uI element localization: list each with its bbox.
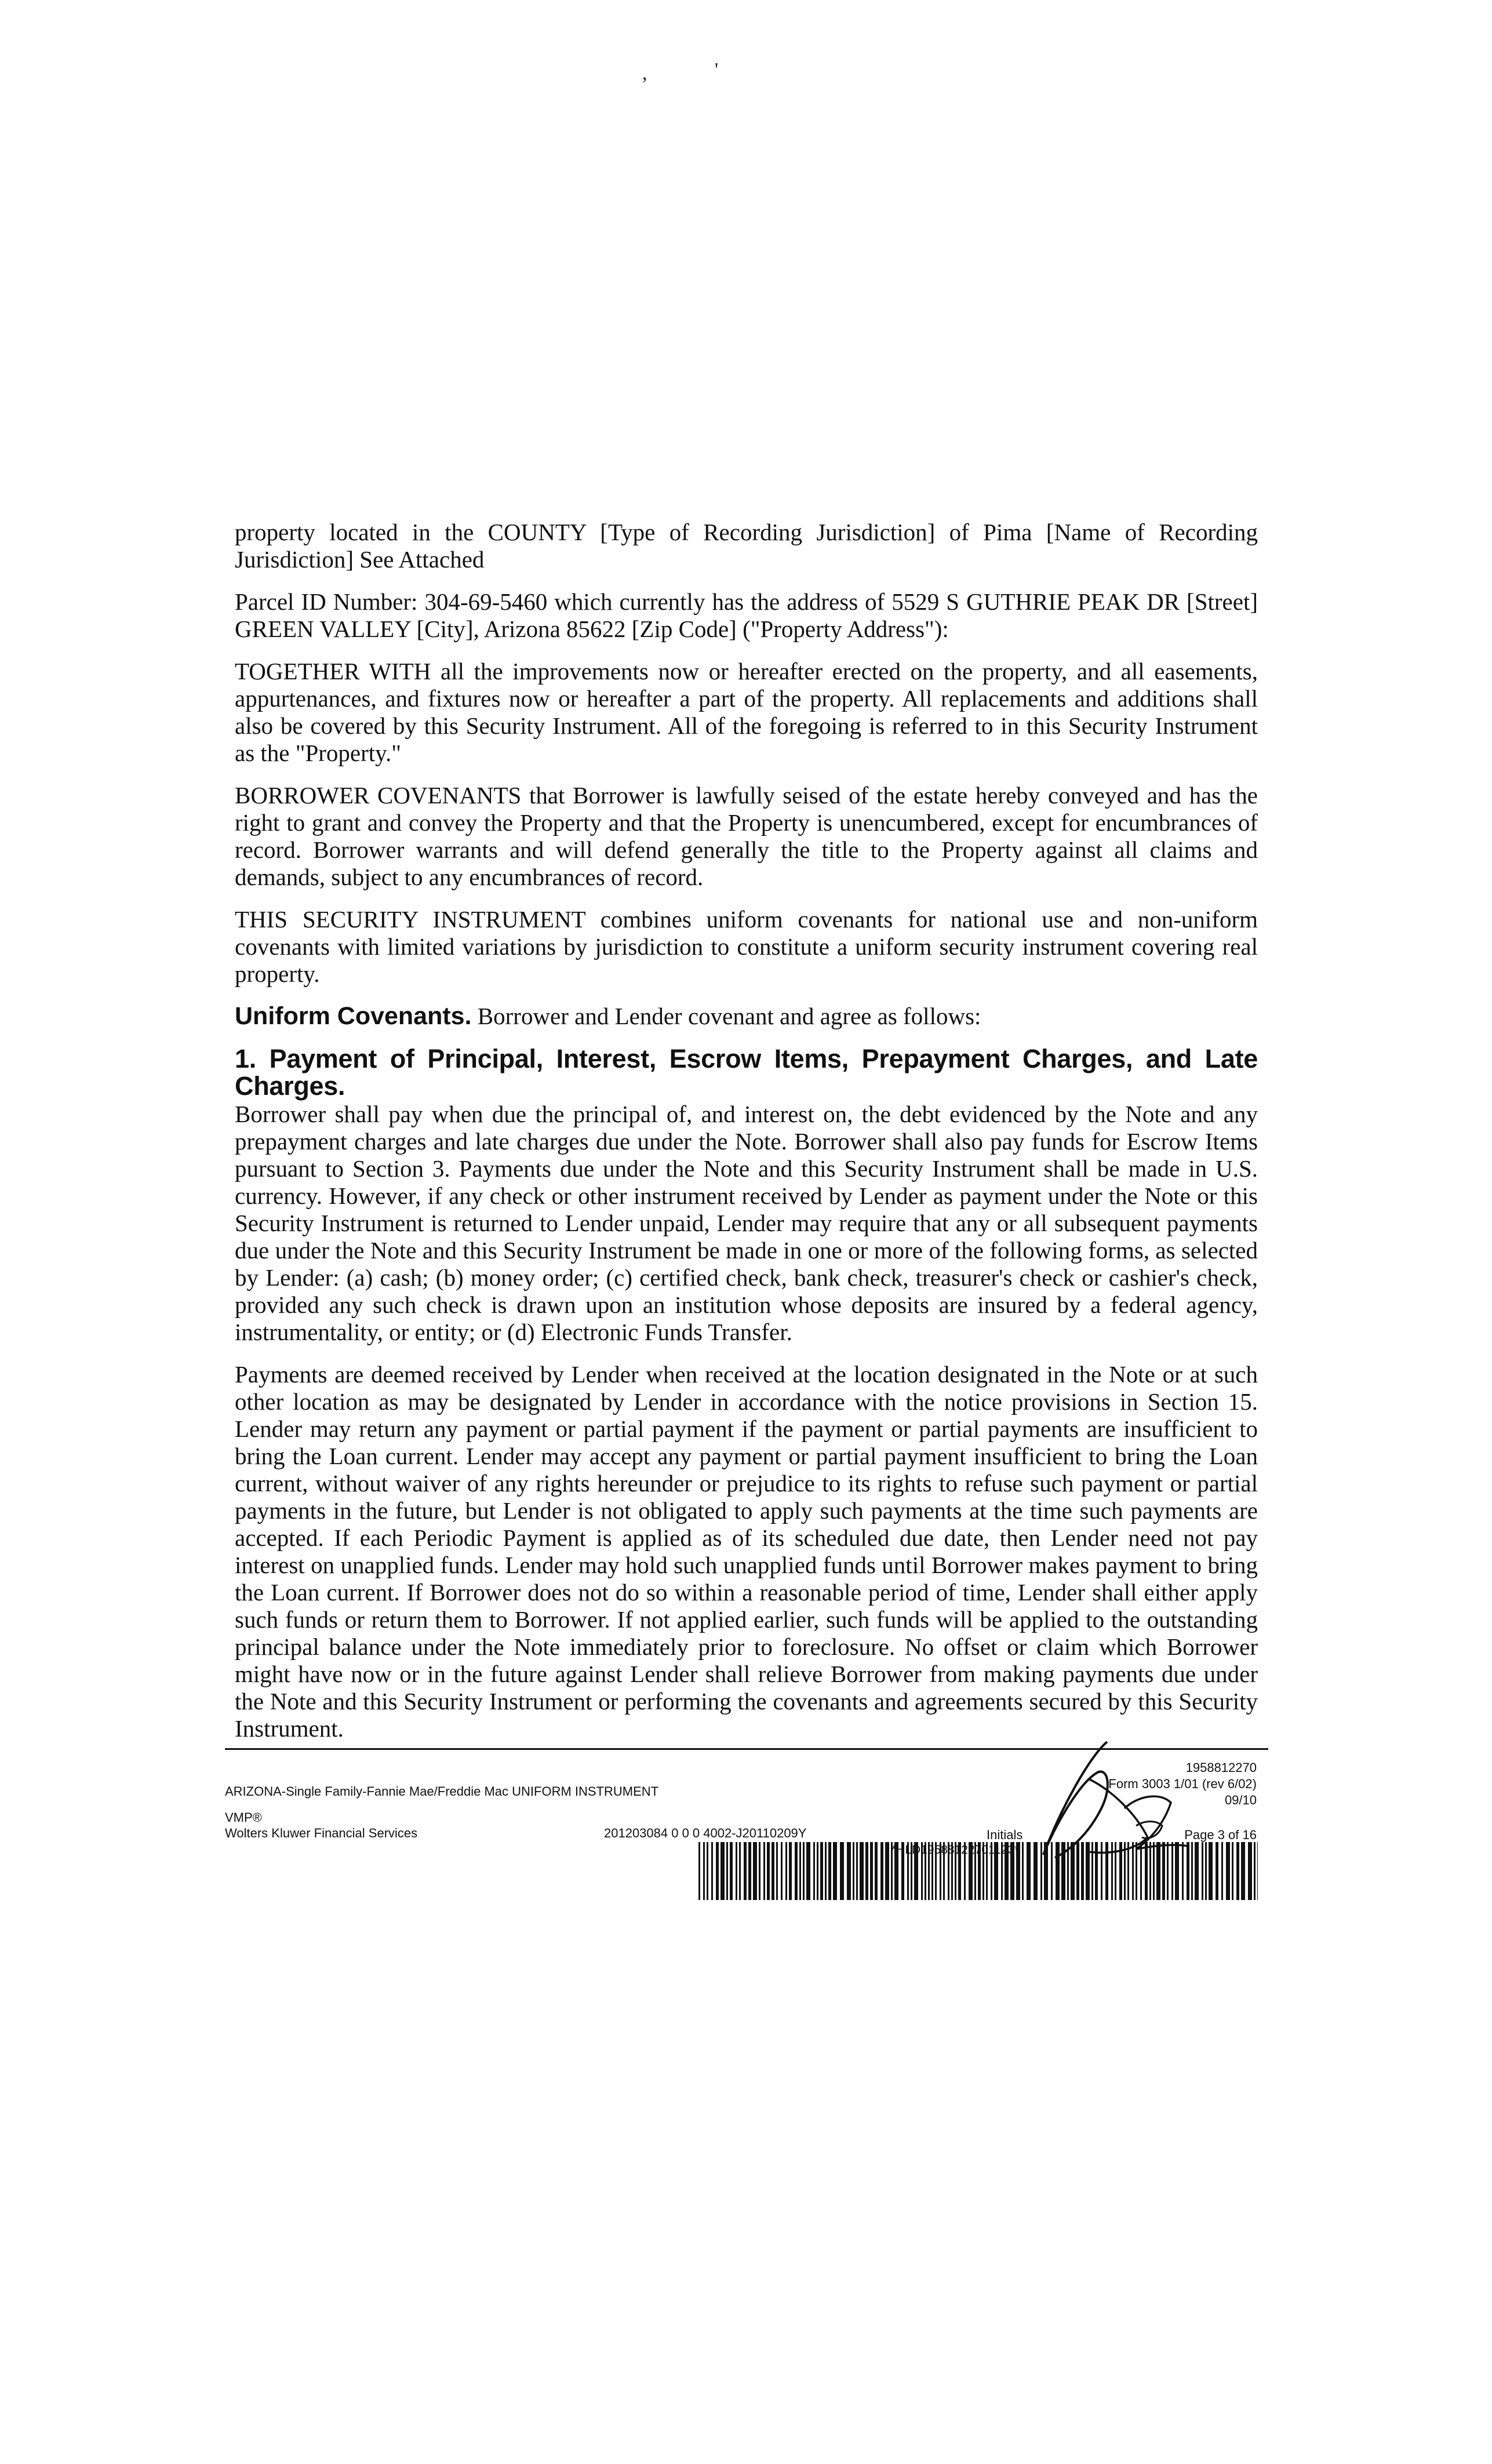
barcode-bar <box>958 1842 961 1900</box>
barcode-bar <box>1010 1842 1014 1900</box>
barcode-bar <box>856 1842 858 1900</box>
barcode-bar <box>901 1842 904 1900</box>
barcode-bar <box>1086 1842 1090 1900</box>
barcode-bar <box>813 1842 815 1900</box>
barcode-bar <box>1149 1842 1151 1900</box>
barcode-bar <box>1005 1842 1009 1900</box>
loan-number: 1958812270 <box>1185 1760 1257 1775</box>
barcode-bar <box>753 1842 757 1900</box>
section-1-title: 1. Payment of Principal, Interest, Escrow Items, Prepayment Charges, and Late Charges. <box>235 1044 1258 1101</box>
barcode-bar <box>885 1842 889 1900</box>
publisher-name: Wolters Kluwer Financial Services <box>225 1826 418 1840</box>
document-code: 201203084 0 0 0 4002-J20110209Y <box>604 1826 807 1840</box>
barcode-bar <box>880 1842 883 1900</box>
barcode-bar <box>948 1842 949 1900</box>
barcode-bar <box>870 1842 873 1900</box>
barcode-bar <box>940 1842 941 1900</box>
barcode-bar <box>964 1842 966 1900</box>
barcode-bar <box>860 1842 864 1900</box>
barcode-bar <box>817 1842 818 1900</box>
barcode-bar <box>974 1842 976 1900</box>
barcode-bar <box>1081 1842 1084 1900</box>
barcode-bar <box>1067 1842 1069 1900</box>
uniform-covenants-heading: Uniform Covenants. <box>235 1002 472 1030</box>
barcode-bar <box>1056 1842 1060 1900</box>
barcode-bar <box>1051 1842 1053 1900</box>
barcode-bar <box>931 1842 933 1900</box>
barcode-bar <box>763 1842 765 1900</box>
barcode-bar <box>853 1842 854 1900</box>
document-body <box>235 519 1258 1757</box>
form-title: ARIZONA-Single Family-Fannie Mae/Freddie Mac UNIFORM INSTRUMENT <box>225 1784 659 1799</box>
barcode-bar <box>776 1842 778 1900</box>
barcode-bar <box>799 1842 801 1900</box>
barcode-bar <box>1187 1842 1189 1900</box>
barcode-bar <box>1061 1842 1065 1900</box>
barcode-bar <box>698 1842 700 1900</box>
barcode-bar <box>982 1842 984 1900</box>
barcode-bar <box>1241 1842 1245 1900</box>
barcode-bar <box>744 1842 747 1900</box>
section-1-payments-paragraph: Payments are deemed received by Lender when received at the location designated in the Note or at such other location as may be designated by Lender in accordance with the notice provisions in Section 15. Lender may return any payment or partial payment if the payment or partial payments are insufficient to bring the Loan current. Lender may accept any payment or partial payment insufficient to bring the Loan current, without waiver of any rights hereunder or prejudice to its rights to refuse such payment or partial payments in the future, but Lender is not obligated to apply such payments at the time such payments are accepted. If each Periodic Payment is applied as of its scheduled due date, then Lender need not pay interest on unapplied funds. Lender may hold such unapplied funds until Borrower makes payment to bring the Loan current. If Borrower does not do so within a reasonable period of time, Lender shall either apply such funds or return them to Borrower. If not applied earlier, such funds will be applied to the outstanding principal balance under the Note immediately prior to foreclosure. No offset or claim which Borrower might have now or in the future against Lender shall relieve Borrower from making payments due under the Note and this Security Instrument or performing the covenants and agreements secured by this Security Instrument. <box>235 1361 1258 1742</box>
barcode-bar <box>707 1842 708 1900</box>
barcode-bar <box>1182 1842 1184 1900</box>
barcode-bar <box>720 1842 725 1900</box>
barcode-bar <box>1248 1842 1252 1900</box>
barcode-bar <box>969 1842 973 1900</box>
barcode-bar <box>1022 1842 1024 1900</box>
barcode-bar <box>1111 1842 1113 1900</box>
barcode-bar <box>1254 1842 1256 1900</box>
barcode-bar <box>781 1842 783 1900</box>
barcode-bar <box>991 1842 992 1900</box>
vmp-mark: VMP® <box>225 1810 262 1825</box>
barcode-bar <box>1076 1842 1079 1900</box>
barcode-bar <box>1226 1842 1230 1900</box>
barcode-bar <box>1140 1842 1142 1900</box>
barcode-bar <box>1236 1842 1239 1900</box>
barcode-bar <box>994 1842 998 1900</box>
barcode-bar <box>748 1842 751 1900</box>
barcode-bar <box>1040 1842 1042 1900</box>
barcode-bar <box>1191 1842 1193 1900</box>
barcode-bar <box>955 1842 956 1900</box>
form-number: Form 3003 1/01 (rev 6/02) <box>1108 1777 1257 1791</box>
barcode-bar <box>833 1842 837 1900</box>
barcode-bar <box>806 1842 810 1900</box>
page-number: Page 3 of 16 <box>1184 1828 1257 1842</box>
barcode-bar <box>1167 1842 1169 1900</box>
together-with-paragraph: TOGETHER WITH all the improvements now or hereafter erected on the property, and all easements, appurtenances, and fixtures now or hereafter a part of the property. All replacements and additions shall also be covered by this Security Instrument. All of the foregoing is referred to in this Security Instrument as the "Property." <box>235 658 1258 766</box>
barcode-bar <box>1153 1842 1155 1900</box>
barcode-bar <box>1209 1842 1213 1900</box>
parcel-id-paragraph: Parcel ID Number: 304-69-5460 which currently has the address of 5529 S GUTHRIE PEAK DR [Street] GREEN VALLEY [City], Arizona 85622 [Zip Code] ("Property Address"): <box>235 588 1258 642</box>
barcode-bar <box>825 1842 827 1900</box>
barcode-bar <box>1202 1842 1203 1900</box>
barcode-bar <box>1095 1842 1098 1900</box>
barcode-graphic <box>698 1842 1258 1900</box>
barcode-bar <box>716 1842 719 1900</box>
barcode-bar <box>943 1842 945 1900</box>
barcode-bar <box>759 1842 760 1900</box>
barcode-bar <box>1195 1842 1199 1900</box>
barcode-bar <box>907 1842 909 1900</box>
barcode-bar <box>894 1842 898 1900</box>
uniform-covenants-paragraph <box>235 1003 1258 1030</box>
barcode-bar <box>951 1842 953 1900</box>
barcode-bar <box>925 1842 926 1900</box>
barcode-bar <box>726 1842 728 1900</box>
barcode-bar <box>986 1842 988 1900</box>
barcode-bar <box>1001 1842 1003 1900</box>
barcode-bar <box>1136 1842 1137 1900</box>
barcode-bar <box>1205 1842 1207 1900</box>
barcode-bar <box>1216 1842 1218 1900</box>
barcode-bar <box>911 1842 912 1900</box>
barcode-bar <box>1119 1842 1122 1900</box>
section-1-paragraph <box>235 1045 1258 1346</box>
property-location-paragraph: property located in the COUNTY [Type of Recording Jurisdiction] of Pima [Name of Recording Jurisdiction] See Attached <box>235 519 1258 573</box>
initials-label: Initials <box>987 1828 1023 1842</box>
barcode-bar <box>1145 1842 1148 1900</box>
barcode-bar <box>1171 1842 1173 1900</box>
barcode-bar <box>1124 1842 1126 1900</box>
barcode-bar <box>1034 1842 1038 1900</box>
barcode-bar <box>1105 1842 1108 1900</box>
barcode-bar <box>785 1842 787 1900</box>
barcode-bar <box>1091 1842 1093 1900</box>
form-date: 09/10 <box>1224 1793 1257 1807</box>
barcode-bar <box>1156 1842 1160 1900</box>
barcode-bar <box>1132 1842 1134 1900</box>
barcode-bar <box>1115 1842 1116 1900</box>
barcode-bar <box>1027 1842 1031 1900</box>
barcode-bar <box>703 1842 705 1900</box>
barcode-bar <box>865 1842 868 1900</box>
security-instrument-paragraph: THIS SECURITY INSTRUMENT combines uniform covenants for national use and non-uniform covenants with limited variations by jurisdiction to constitute a uniform security instrument covering real property. <box>235 906 1258 987</box>
barcode-bar <box>847 1842 851 1900</box>
barcode-bar <box>795 1842 798 1900</box>
barcode-bar <box>840 1842 844 1900</box>
barcode-bar <box>739 1842 741 1900</box>
barcode-bar <box>820 1842 823 1900</box>
barcode-bar <box>789 1842 792 1900</box>
barcode-bar <box>875 1842 878 1900</box>
barcode-bar <box>1221 1842 1223 1900</box>
barcode-bar <box>1232 1842 1233 1900</box>
barcode-bar <box>736 1842 737 1900</box>
barcode-bar <box>767 1842 770 1900</box>
barcode-bar <box>711 1842 713 1900</box>
barcode-bar <box>1016 1842 1020 1900</box>
barcode-bar <box>914 1842 918 1900</box>
barcode-bar <box>1127 1842 1129 1900</box>
barcode-bar <box>730 1842 733 1900</box>
barcode-bar <box>928 1842 930 1900</box>
barcode-bar <box>803 1842 805 1900</box>
scan-mark-left: , <box>642 63 647 84</box>
barcode-bar <box>1175 1842 1179 1900</box>
section-1-body: Borrower shall pay when due the principal of, and interest on, the debt evidenced by the Note and any prepayment charges and late charges due under the Note. Borrower shall also pay funds for Escrow Items pursuant to Section 3. Payments due under the Note and this Security Instrument shall be made in U.S. currency. However, if any check or other instrument received by Lender as payment under the Note or this Security Instrument is returned to Lender unpaid, Lender may require that any or all subsequent payments due under the Note and this Security Instrument be made in one or more of the following forms, as selected by Lender: (a) cash; (b) money order; (c) certified check, bank check, treasurer's check or cashier's check, provided any such check is drawn upon an institution whose deposits are insured by a federal agency, instrumentality, or entity; or (d) Electronic Funds Transfer. <box>235 1101 1258 1345</box>
barcode-bar <box>1257 1842 1258 1900</box>
uniform-covenants-text: Borrower and Lender covenant and agree as follows: <box>471 1003 981 1029</box>
barcode-bar <box>978 1842 981 1900</box>
scan-mark-right: ' <box>715 59 719 81</box>
barcode-bar <box>1162 1842 1165 1900</box>
barcode-bar <box>921 1842 923 1900</box>
barcode-bar <box>1044 1842 1048 1900</box>
barcode-bar <box>1101 1842 1102 1900</box>
barcode-bar <box>828 1842 831 1900</box>
barcode-bar <box>891 1842 893 1900</box>
barcode-bar <box>935 1842 937 1900</box>
borrower-covenants-paragraph: BORROWER COVENANTS that Borrower is lawfully seised of the estate hereby conveyed and has the right to grant and convey the Property and that the Property is unencumbered, except for encumbrances of record. Borrower warrants and will defend generally the title to the Property against all claims and demands, subject to any encumbrances of record. <box>235 782 1258 890</box>
barcode-bar <box>772 1842 774 1900</box>
barcode-bar <box>1071 1842 1075 1900</box>
